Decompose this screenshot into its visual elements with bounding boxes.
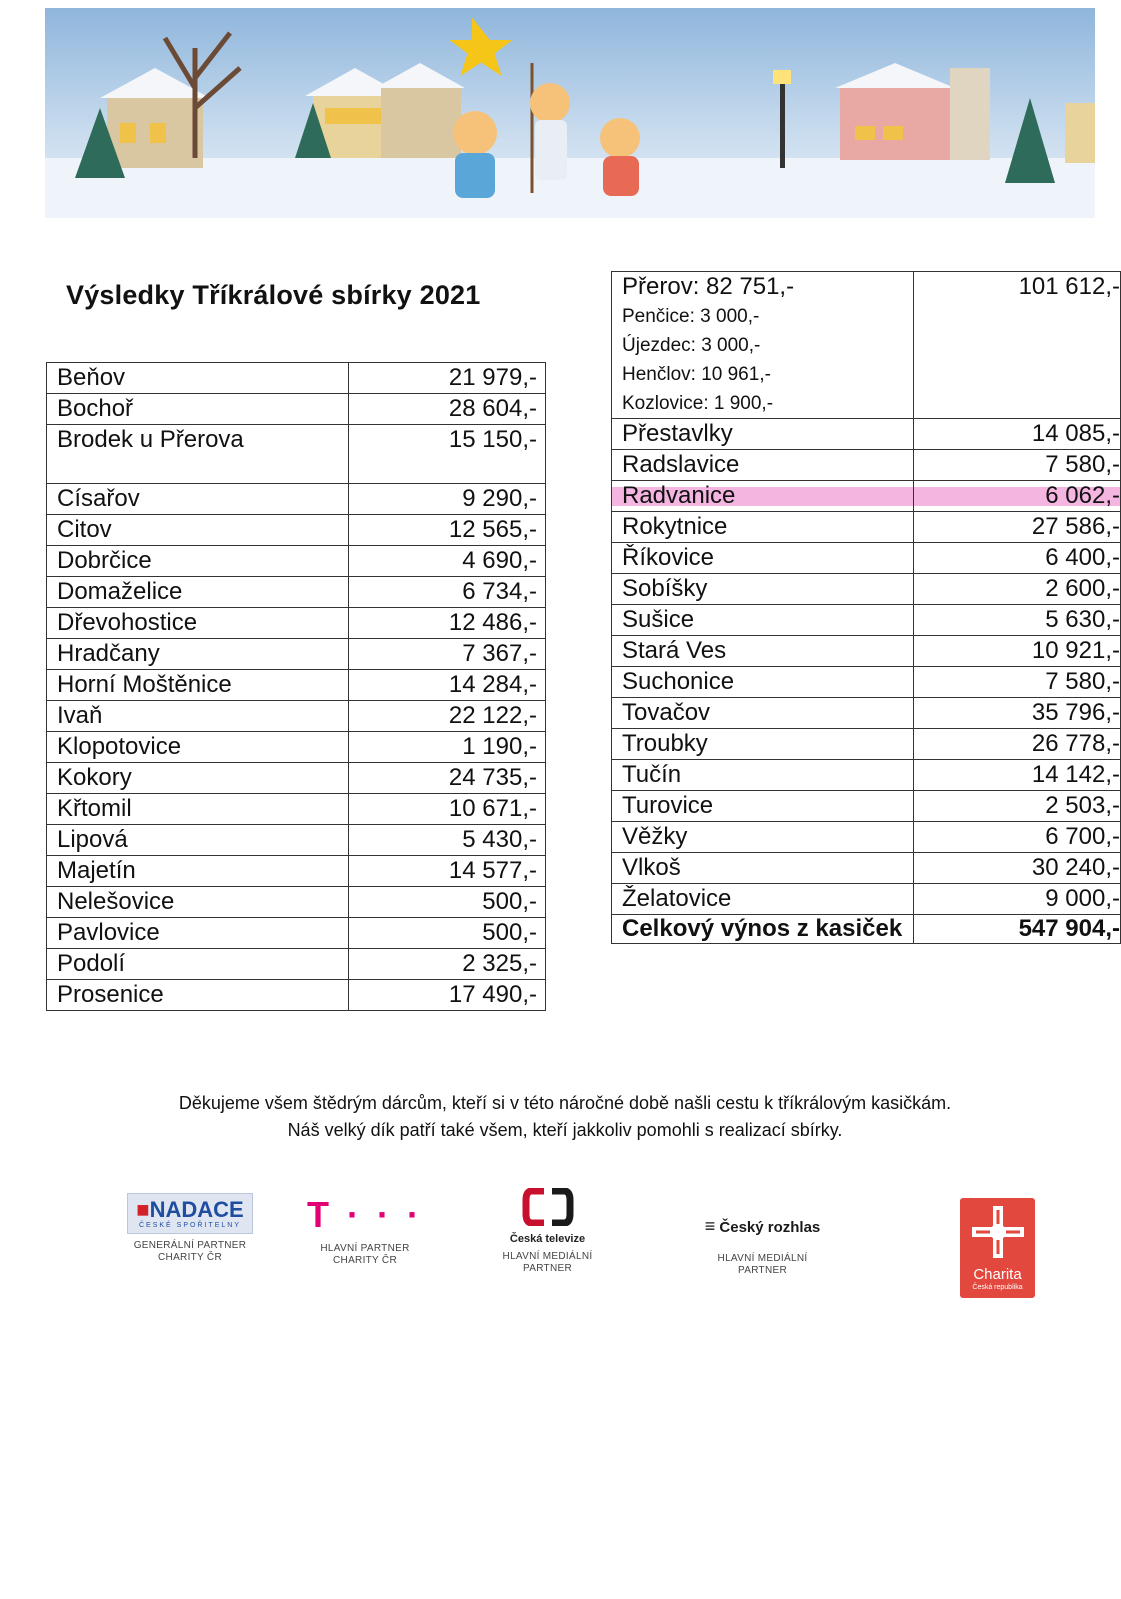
municipality-name: Sušice — [612, 605, 914, 636]
ct-logo-icon — [522, 1188, 574, 1226]
municipality-name: Pavlovice — [47, 918, 349, 949]
table-row — [47, 394, 546, 425]
table-row — [47, 825, 546, 856]
municipality-name: Troubky — [612, 729, 914, 760]
prerov-part: Henčlov: 10 961,- — [622, 364, 771, 385]
telekom-caption-1: HLAVNÍ PARTNER — [320, 1243, 410, 1254]
table-row — [612, 853, 1121, 884]
ct-caption-2: PARTNER — [523, 1263, 572, 1274]
municipality-name: Hradčany — [47, 639, 349, 670]
charita-cross-icon — [968, 1202, 1028, 1262]
collection-amount: 14 142,- — [914, 760, 1121, 791]
collection-amount: 7 580,- — [914, 450, 1121, 481]
table-row — [612, 760, 1121, 791]
municipality-name: Říkovice — [612, 543, 914, 574]
municipality-name: Radslavice — [612, 450, 914, 481]
collection-amount: 10 671,- — [349, 794, 546, 825]
rozhlas-logo — [690, 1215, 835, 1239]
collection-amount: 5 430,- — [349, 825, 546, 856]
table-row — [47, 484, 546, 515]
collection-amount: 14 284,- — [349, 670, 546, 701]
municipality-name: Stará Ves — [612, 636, 914, 667]
banner-illustration — [45, 8, 1095, 218]
table-row — [47, 949, 546, 980]
collection-amount: 2 325,- — [349, 949, 546, 980]
collection-amount: 12 565,- — [349, 515, 546, 546]
collection-amount: 6 700,- — [914, 822, 1121, 853]
municipality-name: Lipová — [47, 825, 349, 856]
table-row — [47, 887, 546, 918]
municipality-name: Císařov — [47, 484, 349, 515]
municipality-name: Beňov — [47, 363, 349, 394]
table-row — [612, 419, 1121, 450]
table-row — [47, 363, 546, 394]
rozhlas-caption-1: HLAVNÍ MEDIÁLNÍ — [717, 1253, 808, 1264]
collection-amount: 9 290,- — [349, 484, 546, 515]
collection-amount: 22 122,- — [349, 701, 546, 732]
table-row-highlighted — [612, 481, 1121, 512]
table-row — [47, 794, 546, 825]
collection-amount: 17 490,- — [349, 980, 546, 1011]
collection-amount: 1 190,- — [349, 732, 546, 763]
nadace-caption-2: CHARITY ČR — [158, 1252, 222, 1263]
municipality-name: Rokytnice — [612, 512, 914, 543]
table-row — [47, 980, 546, 1011]
total-row — [612, 915, 1121, 944]
nadace-logo-sub: ČESKÉ SPOŘITELNY — [138, 1222, 241, 1229]
collection-amount: 5 630,- — [914, 605, 1121, 636]
municipality-name: Tučín — [612, 760, 914, 791]
collection-amount: 7 367,- — [349, 639, 546, 670]
winter-village-banner — [45, 8, 1095, 218]
partner-ceska-televize — [485, 1188, 610, 1275]
table-row — [612, 822, 1121, 853]
charita-logo-text: Charita — [973, 1266, 1022, 1283]
prerov-part: Kozlovice: 1 900,- — [622, 393, 774, 414]
municipality-name: Kokory — [47, 763, 349, 794]
table-row — [612, 450, 1121, 481]
municipality-name: Ivaň — [47, 701, 349, 732]
telekom-logo: T · · · — [307, 1194, 423, 1235]
collection-amount: 2 503,- — [914, 791, 1121, 822]
municipality-name: Želatovice — [612, 884, 914, 915]
collection-amount: 6 062,- — [914, 481, 1121, 512]
collection-amount: 28 604,- — [349, 394, 546, 425]
charita-logo-sub: Česká republika — [972, 1284, 1023, 1291]
collection-amount: 500,- — [349, 887, 546, 918]
table-row — [47, 546, 546, 577]
table-row — [47, 763, 546, 794]
rozhlas-logo-text: Český rozhlas — [719, 1219, 821, 1236]
municipality-name: Turovice — [612, 791, 914, 822]
page-title: Výsledky Tříkrálové sbírky 2021 — [66, 280, 481, 310]
table-row — [47, 608, 546, 639]
rozhlas-bars-icon: ≡ — [704, 1216, 716, 1236]
prerov-part: Újezdec: 3 000,- — [622, 335, 761, 356]
table-row — [612, 729, 1121, 760]
table-row — [612, 884, 1121, 915]
collection-amount: 15 150,- — [349, 425, 546, 484]
ct-logo-text: Česká televize — [509, 1233, 586, 1245]
results-table-left-body — [47, 363, 546, 1011]
municipality-name: Horní Moštěnice — [47, 670, 349, 701]
table-row — [612, 667, 1121, 698]
collection-amount: 21 979,- — [349, 363, 546, 394]
table-row — [47, 670, 546, 701]
municipality-name: Věžky — [612, 822, 914, 853]
collection-amount: 27 586,- — [914, 512, 1121, 543]
municipality-name: Nelešovice — [47, 887, 349, 918]
municipality-name: Přestavlky — [612, 419, 914, 450]
rozhlas-caption-2: PARTNER — [738, 1265, 787, 1276]
table-row — [47, 732, 546, 763]
municipality-name: Majetín — [47, 856, 349, 887]
thanks-line-1: Děkujeme všem štědrým dárcům, kteří si v této náročné době našli cestu k tříkrálovým kasičkám. — [178, 1093, 952, 1113]
municipality-name: Bochoř — [47, 394, 349, 425]
results-table-right — [611, 271, 1121, 944]
table-row — [47, 701, 546, 732]
prerov-label: Přerov: 82 751,- — [622, 273, 795, 300]
municipality-name: Sobíšky — [612, 574, 914, 605]
nadace-logo — [127, 1193, 252, 1234]
table-row — [612, 574, 1121, 605]
collection-amount: 500,- — [349, 918, 546, 949]
collection-amount: 24 735,- — [349, 763, 546, 794]
telekom-caption-2: CHARITY ČR — [333, 1255, 397, 1266]
table-row-prerov — [612, 272, 1121, 419]
collection-amount: 30 240,- — [914, 853, 1121, 884]
collection-amount: 6 400,- — [914, 543, 1121, 574]
collection-amount: 6 734,- — [349, 577, 546, 608]
municipality-name: Prosenice — [47, 980, 349, 1011]
table-row — [47, 425, 546, 484]
table-row — [47, 856, 546, 887]
nadace-mark-icon: ■ — [136, 1197, 150, 1222]
table-row — [612, 698, 1121, 729]
municipality-name: Dobrčice — [47, 546, 349, 577]
collection-amount: 35 796,- — [914, 698, 1121, 729]
results-table-right-body — [612, 272, 1121, 944]
municipality-name: Tovačov — [612, 698, 914, 729]
municipality-name: Vlkoš — [612, 853, 914, 884]
total-value: 547 904,- — [914, 915, 1121, 944]
table-row — [47, 639, 546, 670]
table-row — [47, 515, 546, 546]
table-row — [612, 605, 1121, 636]
partner-charita — [960, 1198, 1035, 1298]
collection-amount: 9 000,- — [914, 884, 1121, 915]
prerov-part: Penčice: 3 000,- — [622, 306, 760, 327]
table-row — [47, 918, 546, 949]
ct-caption-1: HLAVNÍ MEDIÁLNÍ — [502, 1251, 593, 1262]
municipality-name: Podolí — [47, 949, 349, 980]
collection-amount: 12 486,- — [349, 608, 546, 639]
thanks-line-2: Náš velký dík patří také všem, kteří jakkoliv pomohli s realizací sbírky. — [287, 1120, 843, 1140]
prerov-value: 101 612,- — [914, 272, 1121, 419]
table-row — [612, 512, 1121, 543]
municipality-name: Suchonice — [612, 667, 914, 698]
municipality-name: Klopotovice — [47, 732, 349, 763]
results-table-left — [46, 362, 546, 1011]
nadace-caption-1: GENERÁLNÍ PARTNER — [133, 1240, 247, 1251]
municipality-name: Dřevohostice — [47, 608, 349, 639]
municipality-name: Domaželice — [47, 577, 349, 608]
collection-amount: 14 085,- — [914, 419, 1121, 450]
nadace-logo-text: NADACE — [149, 1197, 244, 1222]
table-row — [612, 636, 1121, 667]
partner-telekom — [300, 1193, 430, 1267]
municipality-name: Brodek u Přerova — [47, 425, 349, 484]
collection-amount: 10 921,- — [914, 636, 1121, 667]
table-row — [612, 791, 1121, 822]
municipality-name: Radvanice — [612, 481, 914, 512]
table-row — [612, 543, 1121, 574]
table-row — [47, 577, 546, 608]
prerov-cell — [612, 272, 914, 419]
partner-nadace — [120, 1193, 260, 1264]
municipality-name: Křtomil — [47, 794, 349, 825]
collection-amount: 4 690,- — [349, 546, 546, 577]
collection-amount: 26 778,- — [914, 729, 1121, 760]
partner-cesky-rozhlas — [690, 1215, 835, 1277]
collection-amount: 2 600,- — [914, 574, 1121, 605]
collection-amount: 14 577,- — [349, 856, 546, 887]
collection-amount: 7 580,- — [914, 667, 1121, 698]
municipality-name: Citov — [47, 515, 349, 546]
total-label: Celkový výnos z kasiček — [612, 915, 914, 944]
